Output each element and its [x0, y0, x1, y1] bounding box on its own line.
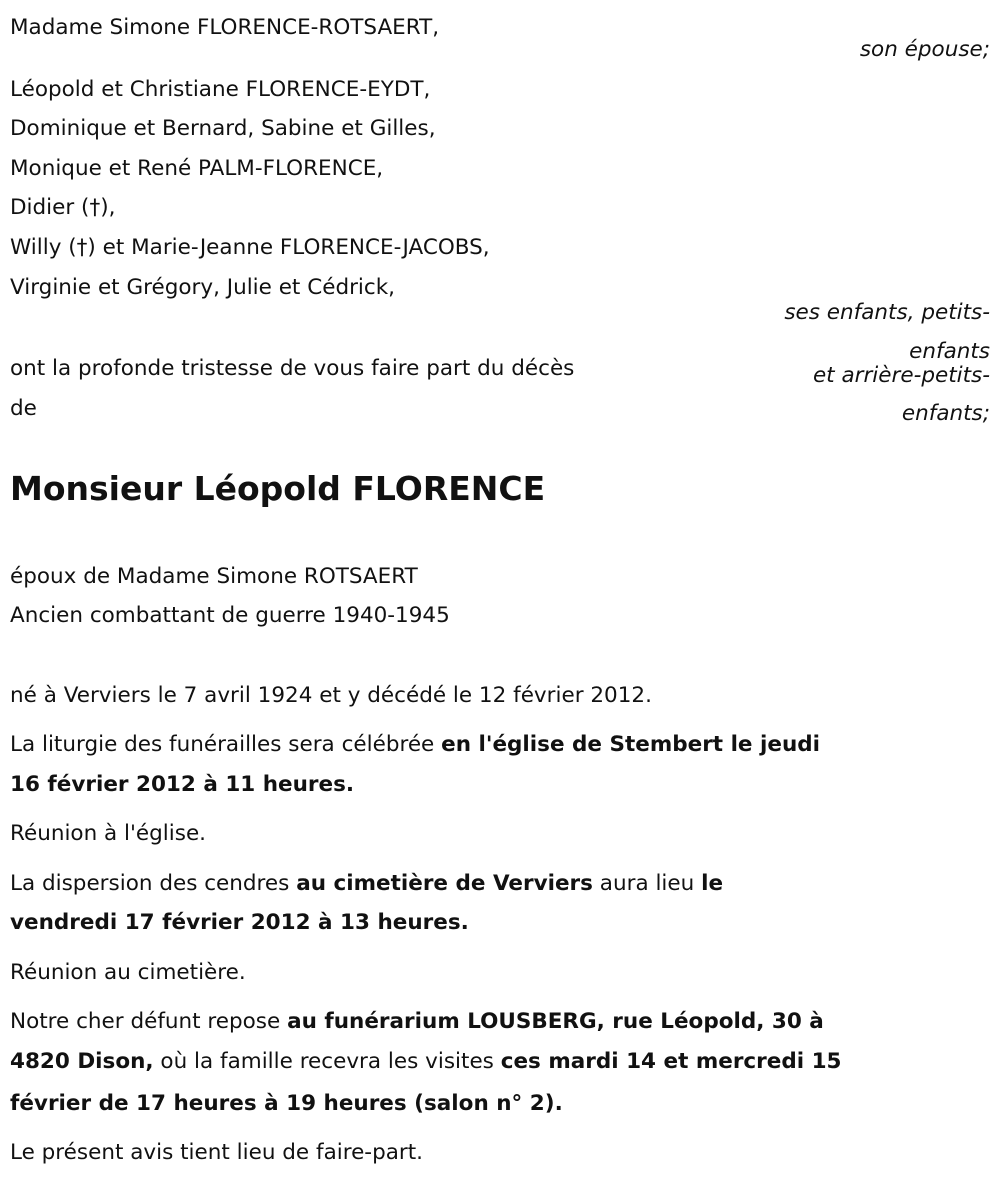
paragraph-line [10, 958, 246, 988]
announcement: de [10, 396, 37, 421]
paragraph-line [10, 681, 652, 711]
bold-text: vendredi 17 février 2012 à 13 heures. [10, 910, 469, 935]
bold-text: ces mardi 14 et mercredi 15 [500, 1049, 842, 1074]
spouse-line: Madame Simone FLORENCE-ROTSAERT, [10, 15, 440, 40]
text: La liturgie des funérailles sera célébrée [10, 732, 442, 757]
bold-text: 4820 Dison, [10, 1049, 154, 1074]
child-line: Léopold et Christiane FLORENCE-EYDT, [10, 77, 431, 102]
deceased-name: Monsieur Léopold FLORENCE [10, 469, 546, 508]
children-role: ses enfants, petits- [784, 300, 990, 325]
text: né à Verviers le 7 avril 1924 et y décédé le 12 février 2012. [10, 683, 652, 708]
deceased-detail: Ancien combattant de guerre 1940-1945 [10, 603, 450, 628]
bold-text: le [701, 871, 724, 896]
text: où la famille recevra les visites [153, 1049, 501, 1074]
child-line: Dominique et Bernard, Sabine et Gilles, [10, 116, 436, 141]
children-role: et arrière-petits- [812, 363, 990, 388]
paragraph-line [10, 869, 723, 899]
text: La dispersion des cendres [10, 871, 297, 896]
bold-text: en l'église de Stembert le jeudi [441, 732, 821, 757]
bold-text: au cimetière de Verviers [296, 871, 593, 896]
bold-text: février de 17 heures à 19 heures (salon n° 2). [10, 1091, 563, 1116]
announcement: ont la profonde tristesse de vous faire part du décès [10, 356, 575, 381]
bold-text: au funérarium LOUSBERG, rue Léopold, 30 à [287, 1009, 824, 1034]
child-line: Willy (†) et Marie-Jeanne FLORENCE-JACOBS, [10, 235, 490, 260]
paragraph-line [10, 1138, 423, 1168]
paragraph-line [10, 730, 820, 760]
child-line: Virginie et Grégory, Julie et Cédrick, [10, 275, 396, 300]
text: Notre cher défunt repose [10, 1009, 288, 1034]
spouse-role: son épouse; [859, 37, 990, 62]
bold-text: 16 février 2012 à 11 heures. [10, 772, 355, 797]
paragraph-line [10, 1007, 824, 1037]
paragraph-line [10, 819, 206, 849]
children-role: enfants [909, 339, 990, 364]
child-line: Didier (†), [10, 195, 116, 220]
paragraph-line [10, 770, 354, 800]
paragraph-line [10, 1047, 842, 1077]
children-role: enfants; [901, 401, 990, 426]
text: aura lieu [592, 871, 702, 896]
text: Réunion à l'église. [10, 821, 207, 846]
paragraph-line [10, 1089, 563, 1119]
child-line: Monique et René PALM-FLORENCE, [10, 156, 384, 181]
paragraph-line [10, 908, 469, 938]
text: Réunion au cimetière. [10, 960, 246, 985]
deceased-detail: époux de Madame Simone ROTSAERT [10, 564, 418, 589]
text: Le présent avis tient lieu de faire-part. [10, 1140, 423, 1165]
